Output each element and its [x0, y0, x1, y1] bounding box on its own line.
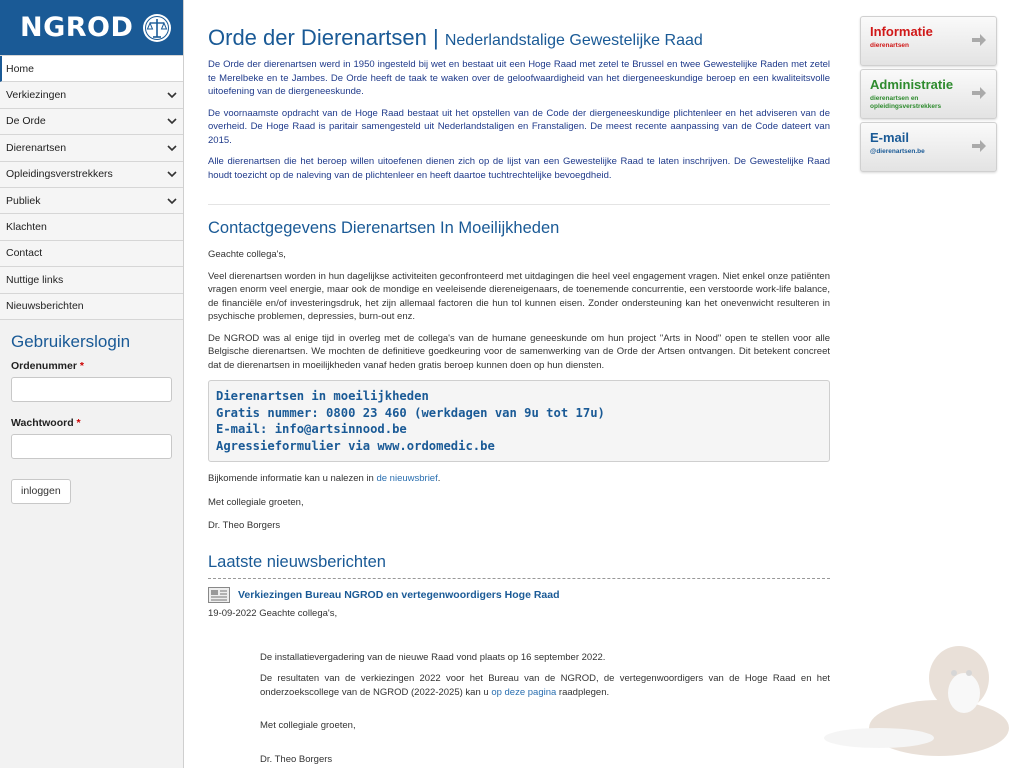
contact-heading: Contactgegevens Dierenartsen In Moeilijkheden [208, 219, 560, 238]
administratie-button[interactable] [860, 69, 997, 119]
helpline-box [208, 380, 830, 462]
results-page-link[interactable]: op deze pagina [491, 686, 557, 698]
login-title: Gebruikerslogin [11, 331, 131, 351]
sidebar-item-nieuwsberichten[interactable] [0, 294, 183, 320]
informatie-title: Informatie [870, 24, 933, 39]
wachtwoord-label: Wachtwoord * [11, 416, 81, 429]
news-paragraph: De installatievergadering van de nieuwe Raad vond plaats op 16 september 2022. [260, 651, 606, 663]
intro-paragraph: De Orde der dierenartsen werd in 1950 ingesteld bij wet en bestaat uit een Hoge Raad met zetel te Brussel en twee Gewestelijke Raden met zetel te Merelbeke en te Jambes. De Orde heeft de taak te waken over de geloofwaardigheid van het diergeneeskundige beroep en een kwaliteitsvolle uitoefening van de diergeneeskunde. [208, 59, 830, 98]
chevron-down-icon[interactable] [167, 143, 177, 153]
scales-emblem-icon [141, 12, 173, 44]
required-mark: * [79, 359, 84, 372]
page-subtitle: Nederlandstalige Gewestelijke Raad [444, 32, 703, 49]
news-heading: Laatste nieuwsberichten [208, 551, 830, 579]
intro-paragraph: De voornaamste opdracht van de Hoge Raad bestaat uit het opstellen van de Code der diergeneeskundige plichtenleer en het adviseren van de overheid. De Hoge Raad is paritair samengesteld uit Nederlandstaligen en Franstaligen. De meest recente aanpassing van de Code dateert van 2015. [208, 107, 830, 146]
login-panel [0, 320, 183, 516]
sidebar-item-label: Nieuwsberichten [6, 300, 84, 313]
sidebar-item-label: Verkiezingen [6, 89, 67, 102]
signature: Dr. Theo Borgers [208, 520, 281, 532]
sidebar-item-label: Home [6, 62, 35, 75]
intro-text [208, 58, 830, 182]
ordenummer-input[interactable] [11, 377, 172, 402]
newspaper-icon [208, 587, 230, 603]
sidebar-item-label: Publiek [6, 194, 41, 207]
sidebar-item-label: Nuttige links [6, 273, 64, 286]
login-button[interactable]: inloggen [11, 479, 71, 504]
informatie-subtitle: dierenartsen [870, 42, 910, 49]
chevron-down-icon[interactable] [167, 196, 177, 206]
logo-text: NGROD [20, 12, 134, 43]
sidebar-item-label: De Orde [6, 115, 46, 128]
sidebar-item-opleidingsverstrekkers[interactable] [0, 162, 183, 188]
sidebar-item-contact[interactable] [0, 241, 183, 267]
intro-paragraph: Alle dierenartsen die het beroep willen uitoefenen dienen zich op de lijst van een Gewestelijke Raad te laten inschrijven. De Gewestelijke Raad houdt toezicht op de naleving van de plichtenleer en heeft daartoe tuchtrechtelijke bevoegdheid. [208, 156, 830, 181]
news-closing: Met collegiale groeten, [260, 720, 356, 732]
contact-paragraph: De NGROD was al enige tijd in overleg met de collega's van de humane geneeskunde om hun project "Arts in Nood" open te stellen voor alle Belgische dierenartsen. We mochten de definitieve goedkeuring voor de samenwerking van de Orde der Artsen ontvangen. Dit betekent concreet dat de dierenartsen in moeilijkheden vanaf heden gratis beroep kunnen doen op hun diensten. [208, 332, 830, 371]
sidebar-item-label: Klachten [6, 221, 47, 234]
sidebar-item-nuttige-links[interactable] [0, 267, 183, 293]
chevron-down-icon[interactable] [167, 116, 177, 126]
email-button[interactable] [860, 122, 997, 172]
news-item-header [208, 587, 830, 603]
administratie-title: Administratie [870, 77, 954, 92]
sidebar [0, 0, 184, 768]
news-paragraph: De resultaten van de verkiezingen 2022 voor het Bureau van de NGROD, de vertegenwoordigers van de Hoge Raad en het onderzoekscollege van de NGROD (2022-2025) kan u op deze pagina raadplegen. [260, 673, 830, 698]
chevron-down-icon[interactable] [167, 169, 177, 179]
news-signature: Dr. Theo Borgers [260, 753, 333, 765]
contact-greeting: Geachte collega's, [208, 249, 286, 261]
sidebar-item-label: Opleidingsverstrekkers [6, 168, 113, 181]
arrow-right-icon [970, 84, 988, 102]
newsletter-link[interactable]: de nieuwsbrief [376, 473, 438, 485]
sidebar-item-label: Dierenartsen [6, 141, 67, 154]
arrow-right-icon [970, 31, 988, 49]
sidebar-item-home[interactable] [0, 56, 183, 82]
news-item-title-link[interactable]: Verkiezingen Bureau NGROD en vertegenwoordigers Hoge Raad [238, 588, 560, 601]
dog-watermark-image [819, 618, 1024, 768]
chevron-down-icon[interactable] [167, 90, 177, 100]
sidebar-item-verkiezingen[interactable] [0, 82, 183, 108]
sidebar-item-dierenartsen[interactable] [0, 135, 183, 161]
sidebar-nav [0, 55, 183, 320]
email-subtitle: @dierenartsen.be [870, 148, 925, 155]
sidebar-item-publiek[interactable] [0, 188, 183, 214]
helpline-line: Agressieformulier via www.ordomedic.be [216, 438, 495, 453]
news-greeting: Geachte collega's, [259, 608, 338, 620]
news-item-meta [208, 607, 830, 620]
sidebar-item-klachten[interactable] [0, 214, 183, 240]
helpline-line: Dierenartsen in moeilijkheden [216, 389, 429, 404]
arrow-right-icon [970, 137, 988, 155]
closing: Met collegiale groeten, [208, 496, 304, 508]
email-title: E-mail [870, 130, 910, 145]
sidebar-item-label: Contact [6, 247, 43, 260]
contact-paragraph: Veel dierenartsen worden in hun dagelijkse activiteiten geconfronteerd met uitdagingen die heel veel engagement vragen. Niet enkel onze patiënten vragen enorm veel energie, maar ook de mondige en veeleisende dierenеigenaars, de toenemende concurrentie, een verstoorde work-life balance, de financiële en/of investeringsdruk, het zijn allemaal factoren die hun tol kunnen eisen. Zonder ondersteuning kan het onevenwicht resulteren in psychische problemen, depressies, burn-out enz. [208, 270, 830, 323]
informatie-button[interactable] [860, 16, 997, 66]
page-title: Orde der Dierenartsen | Nederlandstalige Gewestelijke Raad [208, 25, 703, 50]
helpline-line: Gratis nummer: 0800 23 460 (werkdagen van 9u tot 17u) [216, 405, 605, 420]
main-content [208, 26, 830, 768]
wachtwoord-input[interactable] [11, 434, 172, 459]
logo[interactable] [0, 0, 183, 55]
sidebar-item-de-orde[interactable] [0, 109, 183, 135]
required-mark: * [76, 416, 81, 429]
divider [208, 204, 830, 205]
more-info: Bijkomende informatie kan u nalezen in de nieuwsbrief. [208, 473, 441, 485]
news-date: 19-09-2022 [208, 608, 257, 620]
ordenummer-label: Ordenummer * [11, 359, 84, 372]
helpline-line: E-mail: info@artsinnood.be [216, 422, 407, 437]
administratie-subtitle: dierenartsen en opleidingsverstrekkers [870, 95, 942, 110]
